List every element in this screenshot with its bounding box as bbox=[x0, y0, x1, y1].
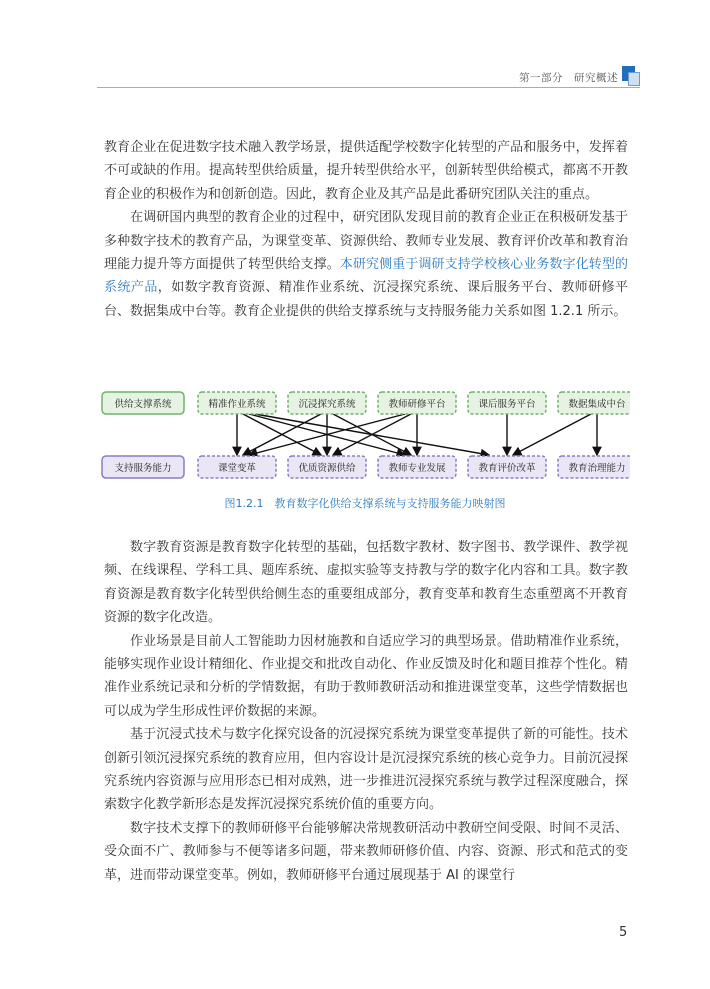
highlighted-text: 本研究侧重于调研支持学校核心业务数字化转型的系统产品 bbox=[104, 257, 628, 296]
row-label-capability bbox=[102, 456, 184, 478]
paragraph: 作业场景是目前人工智能助力因材施教和自适应学习的典型场景。借助精准作业系统，能够实现作业设计精细化、作业提交和批改自动化、作业反馈及时化和题目推荐个性化。精准作业系统记录和分析的学情数据，有助于教师教研活动和推进课堂变革，这些学情数据也可以成为学生形成性评价数据的来源。 bbox=[104, 633, 628, 719]
row-label-supply bbox=[102, 392, 184, 414]
svg-text:教育治理能力: 教育治理能力 bbox=[568, 463, 626, 474]
svg-text:供给支撑系统: 供给支撑系统 bbox=[114, 399, 172, 410]
svg-text:优质资源供给: 优质资源供给 bbox=[298, 463, 356, 474]
svg-text:课堂变革: 课堂变革 bbox=[217, 463, 257, 474]
capability-box-4 bbox=[558, 456, 630, 478]
svg-text:教师研修平台: 教师研修平台 bbox=[388, 399, 446, 410]
body-text-top bbox=[104, 136, 628, 323]
header-title: 研究概述 bbox=[574, 72, 618, 84]
capability-box-1 bbox=[288, 456, 366, 478]
figure-caption: 图1.2.1 教育数字化供给支撑系统与支持服务能力映射图 bbox=[224, 497, 506, 510]
body-text-bottom bbox=[104, 536, 628, 887]
svg-text:课后服务平台: 课后服务平台 bbox=[478, 399, 536, 410]
supply-box-2 bbox=[378, 392, 456, 414]
svg-text:数据集成中台: 数据集成中台 bbox=[568, 399, 626, 410]
supply-box-0 bbox=[198, 392, 276, 414]
header-rule bbox=[97, 87, 640, 88]
svg-text:沉浸探究系统: 沉浸探究系统 bbox=[298, 399, 356, 410]
svg-text:教师专业发展: 教师专业发展 bbox=[388, 463, 446, 474]
supply-box-1 bbox=[288, 392, 366, 414]
paragraph: 教育企业在促进数字技术融入教学场景，提供适配学校数字化转型的产品和服务中，发挥着不可或缺的作用。提高转型供给质量，提升转型供给水平，创新转型供给模式，都离不开教育企业的积极作为和创新创造。因此，教育企业及其产品是此番研究团队关注的重点。 bbox=[104, 140, 628, 202]
paragraph-text: ，如数字教育资源、精准作业系统、沉浸探究系统、课后服务平台、教师研修平台、数据集成中台等。教育企业提供的供给支撑系统与支持服务能力关系如图 1.2.1 所示。 bbox=[104, 280, 628, 319]
mapping-diagram bbox=[100, 380, 630, 490]
running-header bbox=[519, 70, 618, 85]
capability-box-3 bbox=[468, 456, 546, 478]
mapping-arrows bbox=[237, 414, 597, 455]
page-number: 5 bbox=[619, 925, 628, 940]
svg-text:精准作业系统: 精准作业系统 bbox=[208, 399, 266, 410]
svg-text:支持服务能力: 支持服务能力 bbox=[114, 463, 172, 474]
paragraph-text: 在调研国内典型的教育企业的过程中，研究团队发现目前的教育企业正在积极研发基于多种数字技术的教育产品，为课堂变革、资源供给、教师专业发展、教育评价改革和教育治理能力提升等方面提供了转型供给支撑。 bbox=[104, 210, 628, 273]
supply-box-4 bbox=[558, 392, 630, 414]
mapping-arrow-11 bbox=[513, 414, 591, 455]
capability-box-0 bbox=[198, 456, 276, 478]
capability-box-2 bbox=[378, 456, 456, 478]
paragraph: 数字教育资源是教育数字化转型的基础，包括数字教材、数字图书、教学课件、教学视频、在线课程、学科工具、题库系统、虚拟实验等支持教与学的数字化内容和工具。数字教育资源是教育数字化转型供给侧生态的重要组成部分，教育变革和教育生态重塑离不开教育资源的数字化改造。 bbox=[104, 540, 628, 626]
paragraph: 数字技术支撑下的教师研修平台能够解决常规教研活动中教研空间受限、时间不灵活、受众面不广、教师参与不便等诸多问题，带来教师研修价值、内容、资源、形式和范式的变革，进而带动课堂变革。例如，教师研修平台通过展现基于 AI 的课堂行 bbox=[104, 820, 628, 883]
supply-box-3 bbox=[468, 392, 546, 414]
svg-text:教育评价改革: 教育评价改革 bbox=[478, 463, 536, 474]
paragraph: 基于沉浸式技术与数字化探究设备的沉浸探究系统为课堂变革提供了新的可能性。技术创新引领沉浸探究系统的教育应用，但内容设计是沉浸探究系统的核心竞争力。目前沉浸探究系统内容资源与应用形态已相对成熟，进一步推进沉浸探究系统与教学过程深度融合，探索数字化教学新形态是发挥沉浸探究系统价值的重要方向。 bbox=[104, 727, 628, 813]
paragraph bbox=[104, 206, 628, 323]
header-part: 第一部分 bbox=[519, 72, 563, 84]
header-decoration-icon bbox=[622, 66, 640, 86]
figure-1-2-1 bbox=[100, 380, 630, 512]
